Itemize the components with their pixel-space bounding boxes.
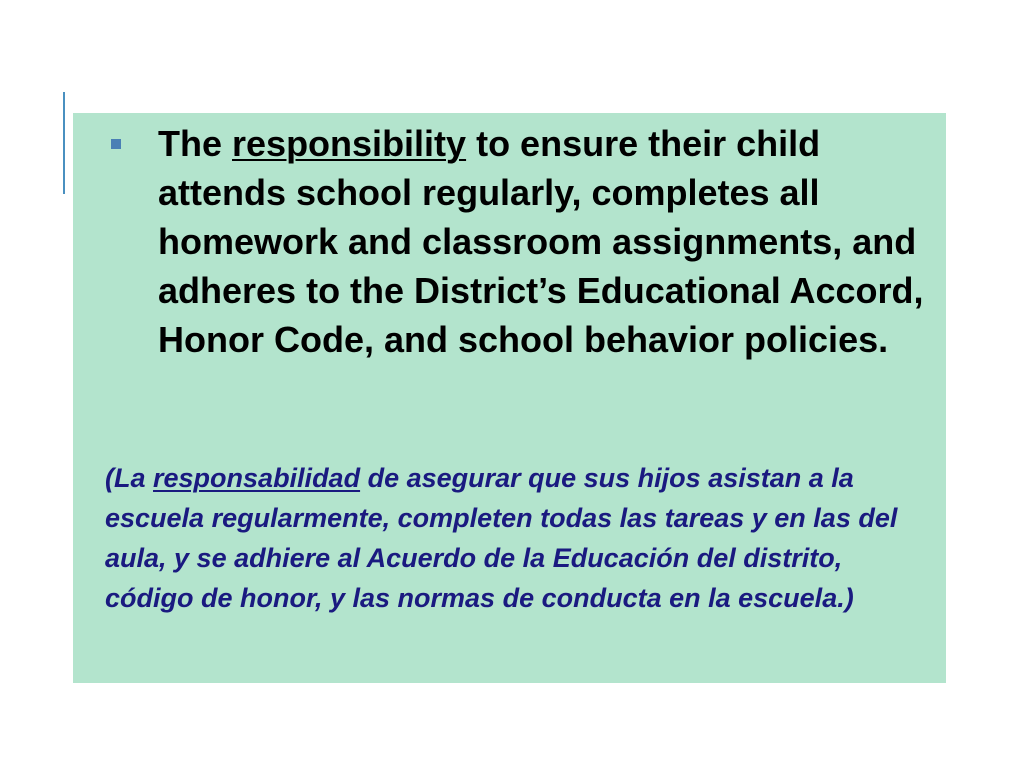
square-bullet-icon xyxy=(111,139,121,149)
english-emphasis: responsibility xyxy=(232,123,467,164)
english-prefix: The xyxy=(158,123,233,164)
english-bullet-text xyxy=(158,119,940,364)
content-box xyxy=(73,113,946,683)
spanish-translation-text xyxy=(105,458,925,618)
spanish-emphasis: responsabilidad xyxy=(153,463,361,493)
spanish-prefix: (La xyxy=(105,463,154,493)
spanish-rest: de asegurar que sus hijos asistan a la escuela regularmente, completen todas las tareas y en las del aula, y se adhiere al Acuerdo de la Educación del distrito, código de honor, y las normas de conducta en la escuela.) xyxy=(105,463,898,613)
accent-line xyxy=(63,92,65,194)
english-rest: to ensure their child attends school regularly, completes all homework and classroom assignments, and adheres to the District’s Educational Accord, Honor Code, and school behavior policies. xyxy=(158,123,924,360)
